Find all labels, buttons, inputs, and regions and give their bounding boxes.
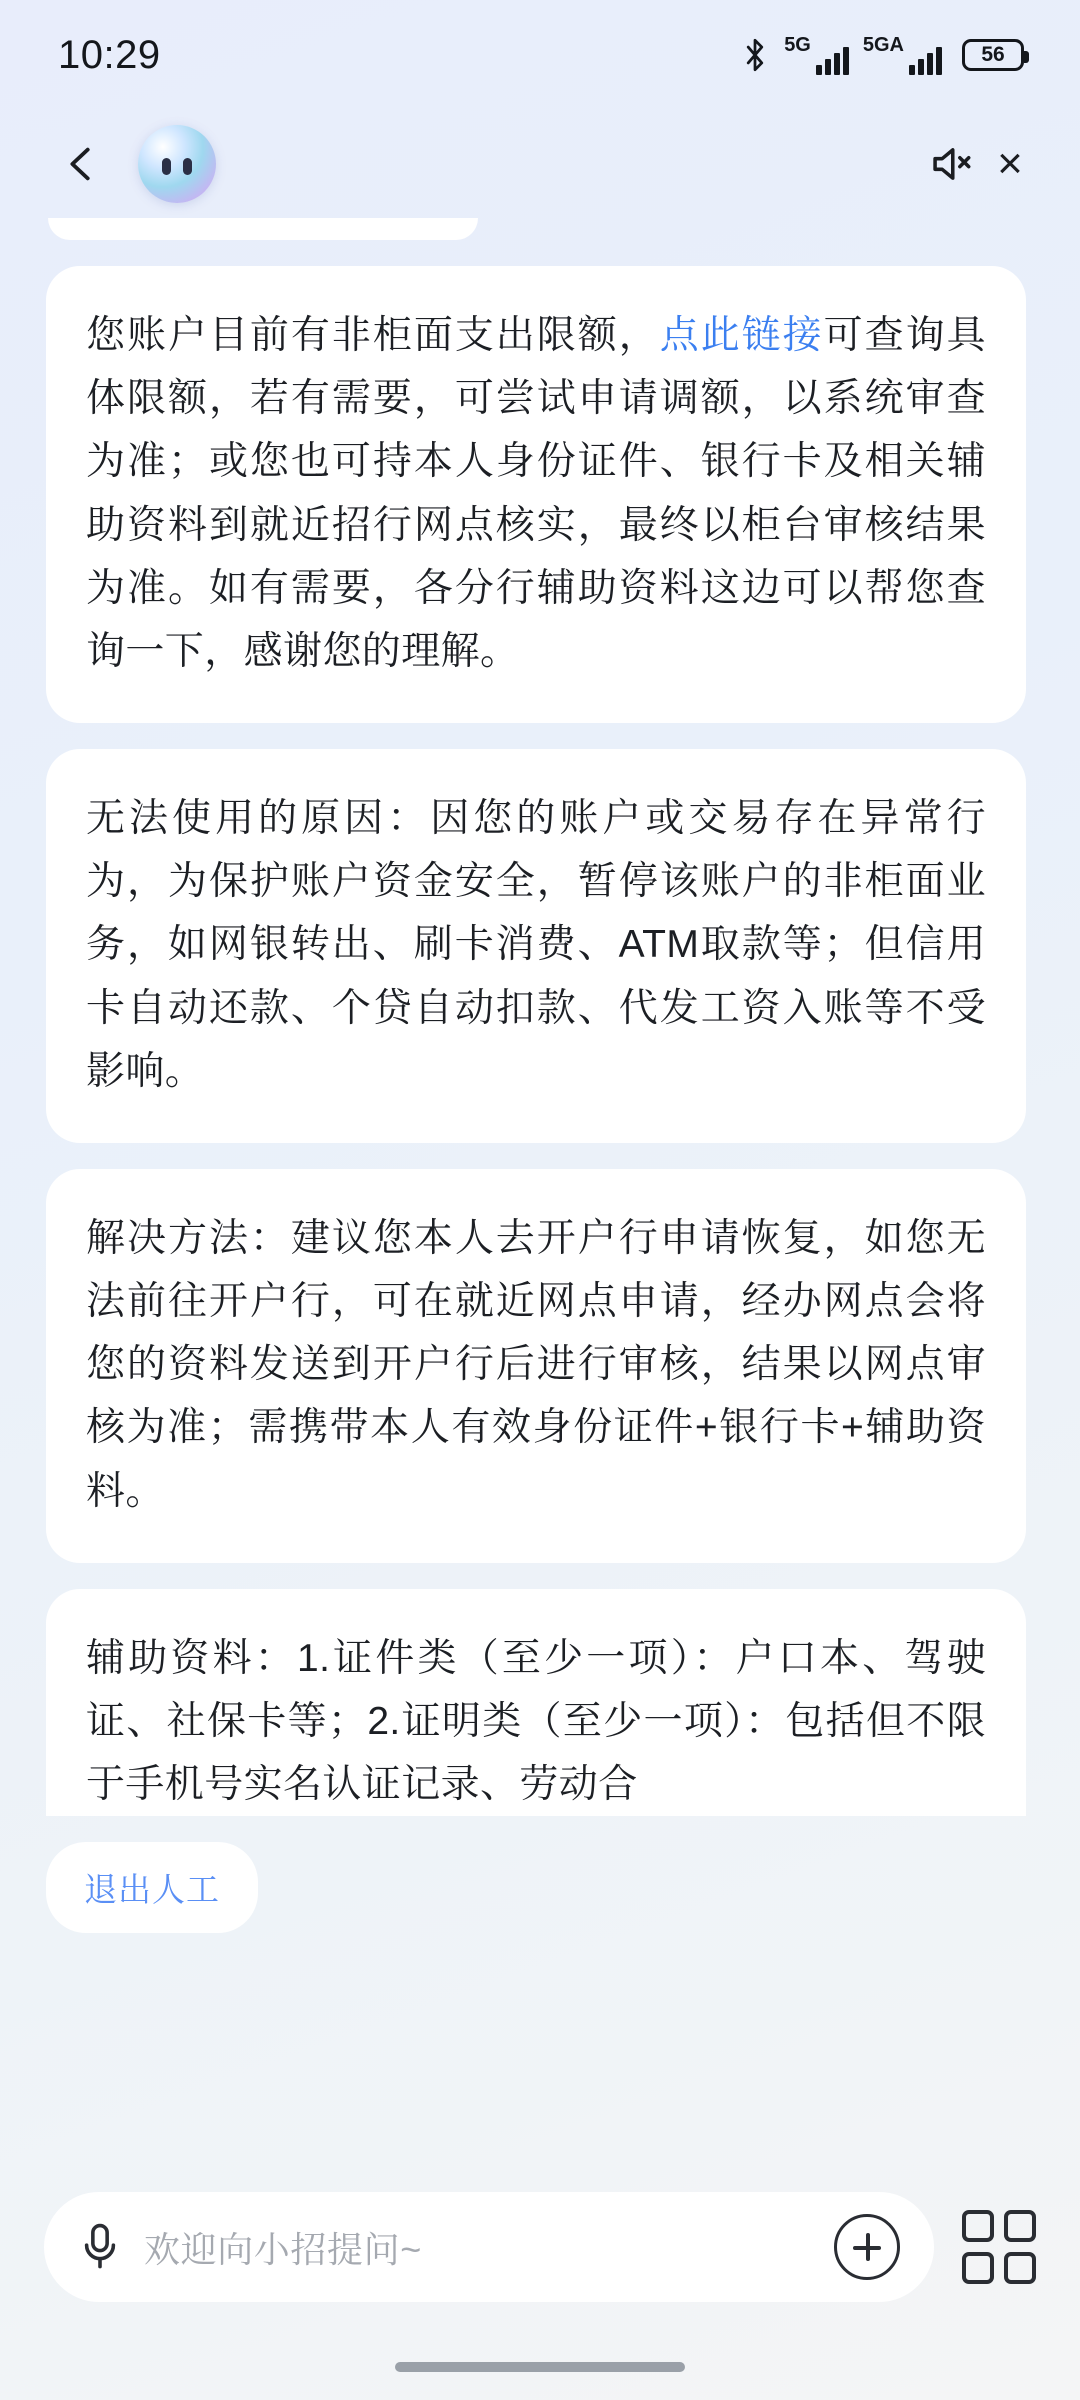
message-text-reason: 无法使用的原因：因您的账户或交易存在异常行为，为保护账户资金安全，暂停该账户的非柜面业务，如网银转出、刷卡消费、ATM取款等；但信用卡自动还款、个贷自动扣款、代发工资入账等不受影响。 [86, 797, 986, 1093]
message-text-limit [86, 304, 986, 683]
avatar-eye-right [183, 158, 192, 175]
message-bubble-partial-top [48, 218, 478, 240]
microphone-icon[interactable] [78, 2221, 122, 2273]
quick-actions-row [0, 1842, 1080, 1933]
message-bubble-limit [46, 266, 1026, 723]
home-indicator[interactable] [395, 2362, 685, 2372]
exit-human-agent-chip[interactable]: 退出人工 [46, 1842, 258, 1933]
nav-actions [928, 141, 1032, 187]
network-5ga-indicator: 5GA [863, 35, 942, 75]
message-bubble-reason [46, 749, 1026, 1143]
grid-cell-1 [962, 2210, 994, 2242]
status-icons [740, 35, 1024, 75]
signal-bars-icon [816, 45, 849, 75]
avatar-eye-left [162, 158, 171, 175]
grid-cell-2 [1004, 2210, 1036, 2242]
assistant-avatar [138, 125, 216, 203]
close-button[interactable]: × [997, 139, 1023, 188]
add-attachment-button[interactable] [834, 2214, 900, 2280]
message-bubble-solution [46, 1169, 1026, 1563]
grid-cell-3 [962, 2252, 994, 2284]
chat-scroll-area[interactable] [0, 218, 1080, 1816]
message-limit-suffix: 可查询具体限额，若有需要，可尝试申请调额，以系统审查为准；或您也可持本人身份证件、银行卡及相关辅助资料到就近招行网点核实，最终以柜台审核结果为准。如有需要，各分行辅助资料这边可以帮您查询一下，感谢您的理解。 [86, 314, 986, 673]
speaker-mute-icon[interactable] [928, 141, 974, 187]
message-limit-prefix: 您账户目前有非柜面支出限额， [86, 314, 660, 357]
message-input[interactable]: 欢迎向小招提问~ [144, 2228, 422, 2270]
status-bar [0, 0, 1080, 110]
back-chevron-icon [58, 141, 104, 187]
battery-percent: 56 [981, 43, 1005, 66]
message-text-solution: 解决方法：建议您本人去开户行申请恢复，如您无法前往开户行，可在就近网点申请，经办网点会将您的资料发送到开户行后进行审核，结果以网点审核为准；需携带本人有效身份证件+银行卡+辅助资料。 [86, 1216, 986, 1513]
grid-cell-4 [1004, 2252, 1036, 2284]
battery-icon [962, 39, 1024, 71]
back-button[interactable] [50, 133, 112, 195]
message-input-container[interactable] [44, 2192, 934, 2302]
grid-menu-icon[interactable] [962, 2210, 1036, 2284]
bluetooth-icon [740, 38, 770, 72]
status-time: 10:29 [58, 32, 161, 77]
signal-bars-secondary-icon [909, 45, 942, 75]
input-bar [0, 2192, 1080, 2302]
message-bubble-materials [46, 1589, 1026, 1817]
network-5g-indicator: 5G [784, 35, 849, 75]
check-limit-link[interactable]: 点此链接 [659, 314, 824, 357]
message-text-materials: 辅助资料：1.证件类（至少一项）：户口本、驾驶证、社保卡等；2.证明类（至少一项）：包括但不限于手机号实名认证记录、劳动合 [86, 1636, 986, 1807]
nav-bar [0, 110, 1080, 218]
